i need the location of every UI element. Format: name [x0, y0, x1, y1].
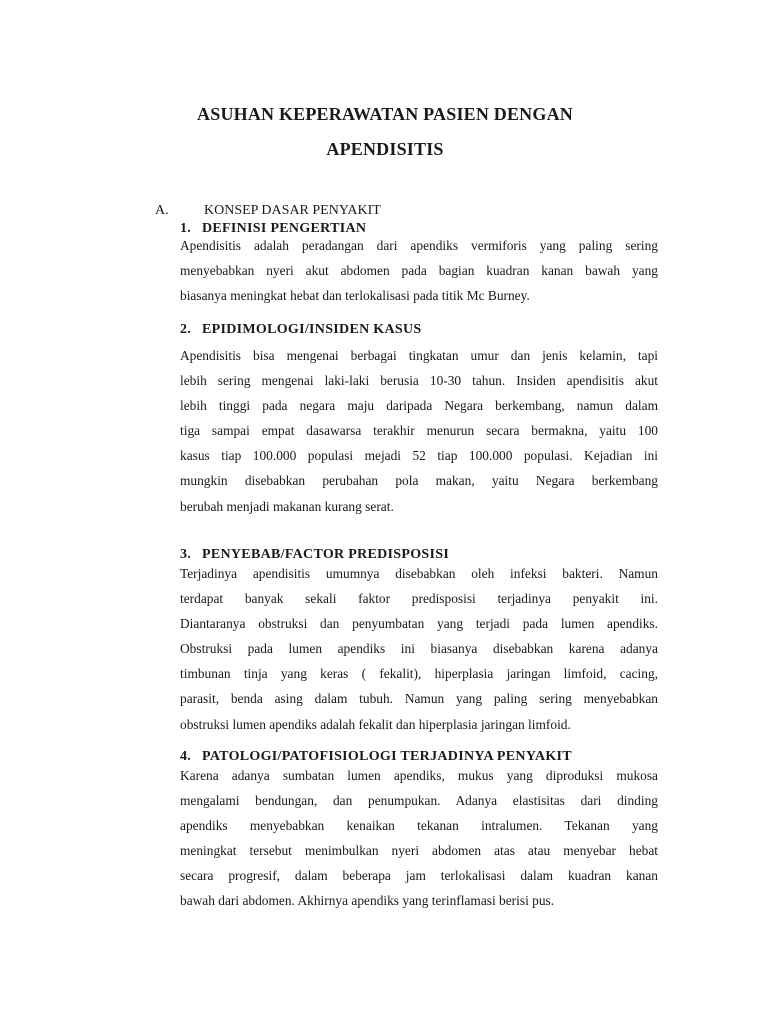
document-title-line-1: ASUHAN KEPERAWATAN PASIEN DENGAN — [197, 104, 573, 124]
paragraph-line: Apendisitis adalah peradangan dari apendiks vermiforis yang paling sering — [180, 238, 658, 253]
section-1-title: DEFINISI PENGERTIAN — [202, 221, 367, 236]
section-3-paragraph — [180, 561, 658, 737]
paragraph-line: tiga sampai empat dasawarsa terakhir menurun secara bermakna, yaitu 100 — [180, 423, 658, 439]
section-2-heading — [180, 322, 422, 338]
section-3-number: 3. — [180, 547, 192, 562]
paragraph-line: terdapat banyak sekali faktor predisposisi terjadinya penyakit ini. — [180, 591, 658, 607]
paragraph-line: meningkat tersebut menimbulkan nyeri abdomen atas atau menyebar hebat — [180, 843, 658, 859]
paragraph-line: mengalami bendungan, dan penumpukan. Adanya elastisitas dari dinding — [180, 793, 658, 809]
section-4-paragraph — [180, 763, 658, 914]
paragraph-line: Apendisitis bisa mengenai berbagai tingkatan umur dan jenis kelamin, tapi — [180, 348, 658, 363]
paragraph-line: bawah dari abdomen. Akhirnya apendiks yang terinflamasi berisi pus. — [180, 893, 555, 909]
section-1-number: 1. — [180, 221, 192, 236]
section-a-title: KONSEP DASAR PENYAKIT — [204, 203, 381, 218]
section-a-letter: A. — [155, 203, 169, 218]
paragraph-line: Terjadinya apendisitis umumnya disebabkan oleh infeksi bakteri. Namun — [180, 566, 658, 581]
paragraph-line: apendiks menyebabkan kenaikan tekanan intralumen. Tekanan yang — [180, 818, 658, 834]
paragraph-line: secara progresif, dalam beberapa jam terlokalisasi dalam kuadran kanan — [180, 868, 658, 884]
paragraph-line: biasanya meningkat hebat dan terlokalisasi pada titik Mc Burney. — [180, 288, 530, 304]
section-4-number: 4. — [180, 749, 192, 764]
section-2-paragraph — [180, 343, 658, 519]
paragraph-line: Diantaranya obstruksi dan penyumbatan yang terjadi pada lumen apendiks. — [180, 616, 658, 632]
document-title-line-2: APENDISITIS — [326, 139, 444, 159]
section-1-paragraph — [180, 233, 658, 308]
paragraph-line: lebih sering mengenai laki-laki berusia 10-30 tahun. Insiden apendisitis akut — [180, 373, 658, 389]
paragraph-line: parasit, benda asing dalam tubuh. Namun yang paling sering menyebabkan — [180, 691, 658, 707]
paragraph-line: menyebabkan nyeri akut abdomen pada bagian kuadran kanan bawah yang — [180, 263, 658, 279]
paragraph-line: berubah menjadi makanan kurang serat. — [180, 498, 394, 514]
paragraph-line: lebih tinggi pada negara maju daripada Negara berkembang, namun dalam — [180, 398, 658, 414]
paragraph-line: Obstruksi pada lumen apendiks ini biasanya disebabkan karena adanya — [180, 641, 658, 657]
section-4-title: PATOLOGI/PATOFISIOLOGI TERJADINYA PENYAKIT — [202, 749, 572, 764]
paragraph-line: Karena adanya sumbatan lumen apendiks, mukus yang diproduksi mukosa — [180, 768, 658, 783]
section-2-number: 2. — [180, 322, 192, 337]
section-3-title: PENYEBAB/FACTOR PREDISPOSISI — [202, 547, 450, 562]
section-2-title: EPIDIMOLOGI/INSIDEN KASUS — [202, 322, 422, 337]
paragraph-line: mungkin disebabkan perubahan pola makan, yaitu Negara berkembang — [180, 473, 658, 489]
paragraph-line: obstruksi lumen apendiks adalah fekalit dan hiperplasia jaringan limfoid. — [180, 716, 571, 732]
paragraph-line: timbunan tinja yang keras ( fekalit), hiperplasia jaringan limfoid, cacing, — [180, 666, 658, 682]
paragraph-line: kasus tiap 100.000 populasi mejadi 52 tiap 100.000 populasi. Kejadian ini — [180, 448, 658, 464]
